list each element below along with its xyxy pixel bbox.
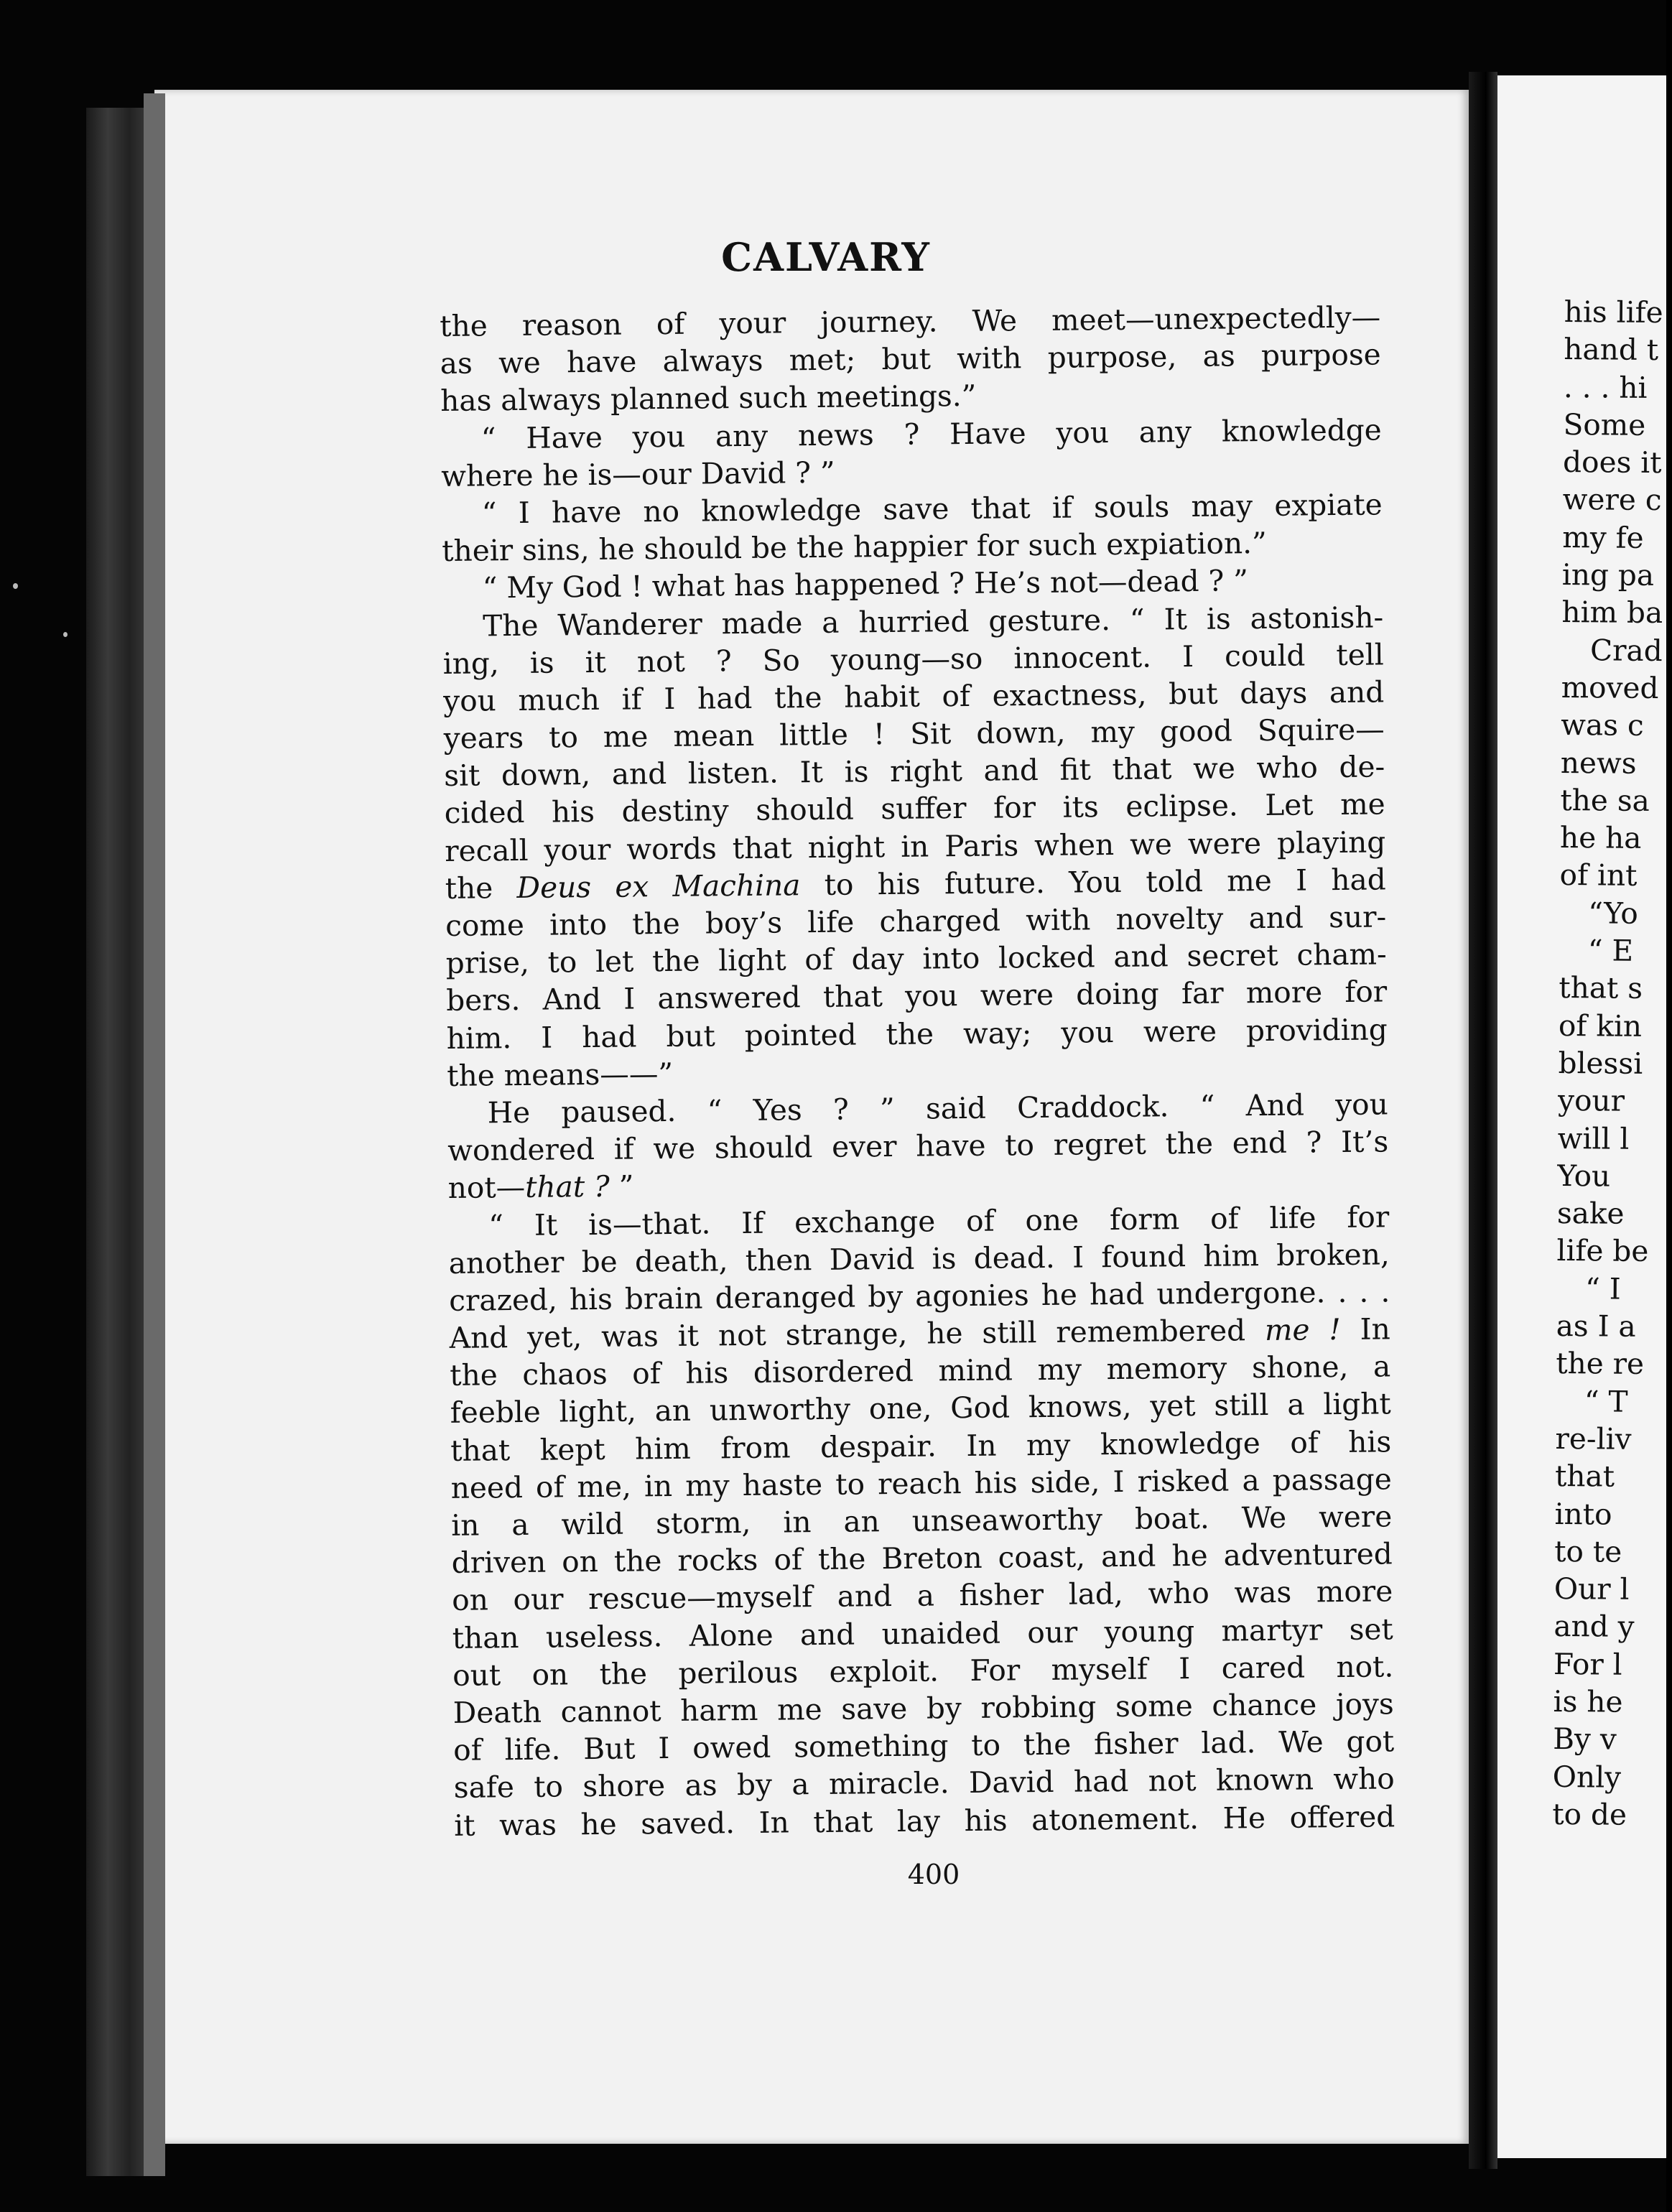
text-line: bers. And I answered that you were doing far more for [446, 974, 1388, 1018]
right-text-line: is he [1553, 1683, 1623, 1719]
text-line: the reason of your journey. We meet—unexpectedly— [440, 299, 1381, 343]
text-line: as we have always met; but with purpose, as purpose [440, 337, 1381, 381]
text-line: prise, to let the light of day into locked and secret cham- [445, 937, 1387, 981]
right-text-line: to te [1554, 1533, 1622, 1569]
right-text-line: his life [1564, 294, 1663, 330]
text-line: driven on the rocks of the Breton coast, and he adventured [451, 1536, 1393, 1581]
text-line: years to me mean little ! Sit down, my good Squire— [443, 712, 1385, 756]
right-text-line: does it [1562, 445, 1662, 480]
text-line: crazed, his brain deranged by agonies he had undergone. . . . [449, 1274, 1390, 1318]
page-number: 400 [907, 1859, 960, 1890]
right-text-line: the re [1556, 1346, 1645, 1382]
right-text-line: “ T [1584, 1383, 1628, 1419]
text-line: the chaos of his disordered mind my memory shone, a [450, 1349, 1391, 1393]
right-page-text-clip [1552, 273, 1666, 1882]
text-line: “ I have no knowledge save that if souls may expiate [481, 487, 1383, 531]
text-line: need of me, in my haste to reach his side, I risked a passage [450, 1462, 1392, 1505]
right-text-line: hand t [1564, 332, 1659, 368]
right-text-line: Only [1552, 1759, 1622, 1795]
text-line: where he is—our David ? ” [441, 455, 835, 493]
text-line: him. I had but pointed the way; you were providing [446, 1011, 1388, 1056]
text-line: “ My God ! what has happened ? He’s not—dead ? ” [482, 563, 1249, 605]
text-line: out on the perilous exploit. For myself I cared not. [452, 1649, 1394, 1693]
right-text-line: “ E [1587, 933, 1634, 968]
right-text-line: Crad [1589, 632, 1663, 668]
right-text-line: were c [1562, 482, 1662, 518]
text-line: recall your words that night in Paris when we were playing [445, 824, 1386, 868]
text-line: that kept him from despair. In my knowledge of his [450, 1423, 1392, 1468]
right-text-line: “Yo [1588, 896, 1638, 931]
right-text-line: For l [1553, 1646, 1622, 1682]
right-text-line: will l [1557, 1120, 1630, 1156]
text-line: “ It is—that. If exchange of one form of life for [488, 1199, 1390, 1242]
text-line: And yet, was it not strange, he still remembered me ! In [449, 1311, 1390, 1355]
right-text-line: that s [1559, 970, 1643, 1006]
right-text-line: into [1554, 1496, 1612, 1532]
right-text-line: Some [1563, 406, 1646, 442]
text-line: safe to shore as by a miracle. David had not known who [453, 1761, 1395, 1806]
text-line: in a wild storm, in an unseaworthy boat. We were [451, 1499, 1393, 1543]
text-line: than useless. Alone and unaided our young martyr set [452, 1611, 1393, 1655]
right-text-line: my fe [1562, 519, 1644, 555]
page-gutter [1469, 72, 1497, 2169]
text-line: not—that ? ” [447, 1168, 634, 1206]
scan-speck [13, 583, 18, 589]
text-line: wondered if we should ever have to regret the end ? It’s [447, 1124, 1389, 1168]
right-text-line: news [1560, 745, 1637, 781]
right-text-line: ing pa [1561, 557, 1655, 593]
right-text-line: your [1557, 1083, 1625, 1118]
text-line: feeble light, an unworthy one, God knows, yet still a light [450, 1386, 1391, 1431]
right-text-line: he ha [1559, 820, 1642, 856]
text-line: He paused. “ Yes ? ” said Craddock. “ And you [487, 1087, 1388, 1130]
running-header: CALVARY [721, 234, 931, 280]
right-text-line: to de [1552, 1796, 1627, 1832]
right-text-line: as I a [1556, 1308, 1636, 1344]
right-page-text [1552, 293, 1672, 1834]
text-line: Death cannot harm me save by robbing some chance joys [452, 1686, 1394, 1730]
text-line: The Wanderer made a hurried gesture. “ It is astonish- [483, 599, 1384, 643]
right-text-line: sake [1556, 1196, 1625, 1231]
text-line: ing, is it not ? So young—so innocent. I could tell [442, 637, 1384, 681]
right-text-line: Our l [1553, 1571, 1630, 1607]
right-text-line: By v [1552, 1721, 1617, 1757]
right-text-line: and y [1553, 1609, 1635, 1645]
text-line: come into the boy’s life charged with novelty and sur- [445, 899, 1387, 943]
text-line: of life. But I owed something to the fisher lad. We got [453, 1724, 1395, 1768]
right-text-line: him ba [1561, 595, 1663, 631]
spine-edge [144, 93, 165, 2176]
right-text-line: of int [1559, 858, 1638, 893]
text-line: the means——” [447, 1056, 674, 1093]
text-line: another be death, then David is dead. I found him broken, [448, 1237, 1390, 1281]
right-text-line: that [1554, 1459, 1615, 1494]
right-text-line: life be [1556, 1233, 1649, 1269]
right-text-line: You [1557, 1158, 1611, 1194]
right-text-line: blessi [1558, 1045, 1643, 1081]
text-line: “ Have you any news ? Have you any knowledge [480, 412, 1382, 456]
text-line: cided his destiny should suffer for its eclipse. Let me [444, 786, 1385, 831]
text-line: their sins, he should be the happier for such expiation.” [442, 526, 1267, 569]
text-line: has always planned such meetings.” [440, 378, 977, 419]
right-text-line: was c [1561, 707, 1644, 743]
right-text-line: of kin [1558, 1008, 1643, 1044]
scan-speck [63, 632, 68, 637]
right-text-line: re-liv [1555, 1421, 1632, 1456]
right-text-line: the sa [1560, 782, 1650, 818]
text-line: it was he saved. In that lay his atonement. He offered [454, 1798, 1395, 1843]
right-text-line: “ I [1584, 1270, 1621, 1306]
text-line: you much if I had the habit of exactness, but days and [443, 674, 1385, 718]
right-text-line: moved [1561, 669, 1659, 706]
body-text [440, 298, 1395, 1844]
text-line: on our rescue—myself and a fisher lad, who was more [452, 1574, 1393, 1618]
text-line: sit down, and listen. It is right and fit that we who de- [444, 749, 1385, 794]
text-line: the Deus ex Machina to his future. You told me I had [445, 862, 1386, 906]
right-text-line: . . . hi [1563, 369, 1648, 405]
